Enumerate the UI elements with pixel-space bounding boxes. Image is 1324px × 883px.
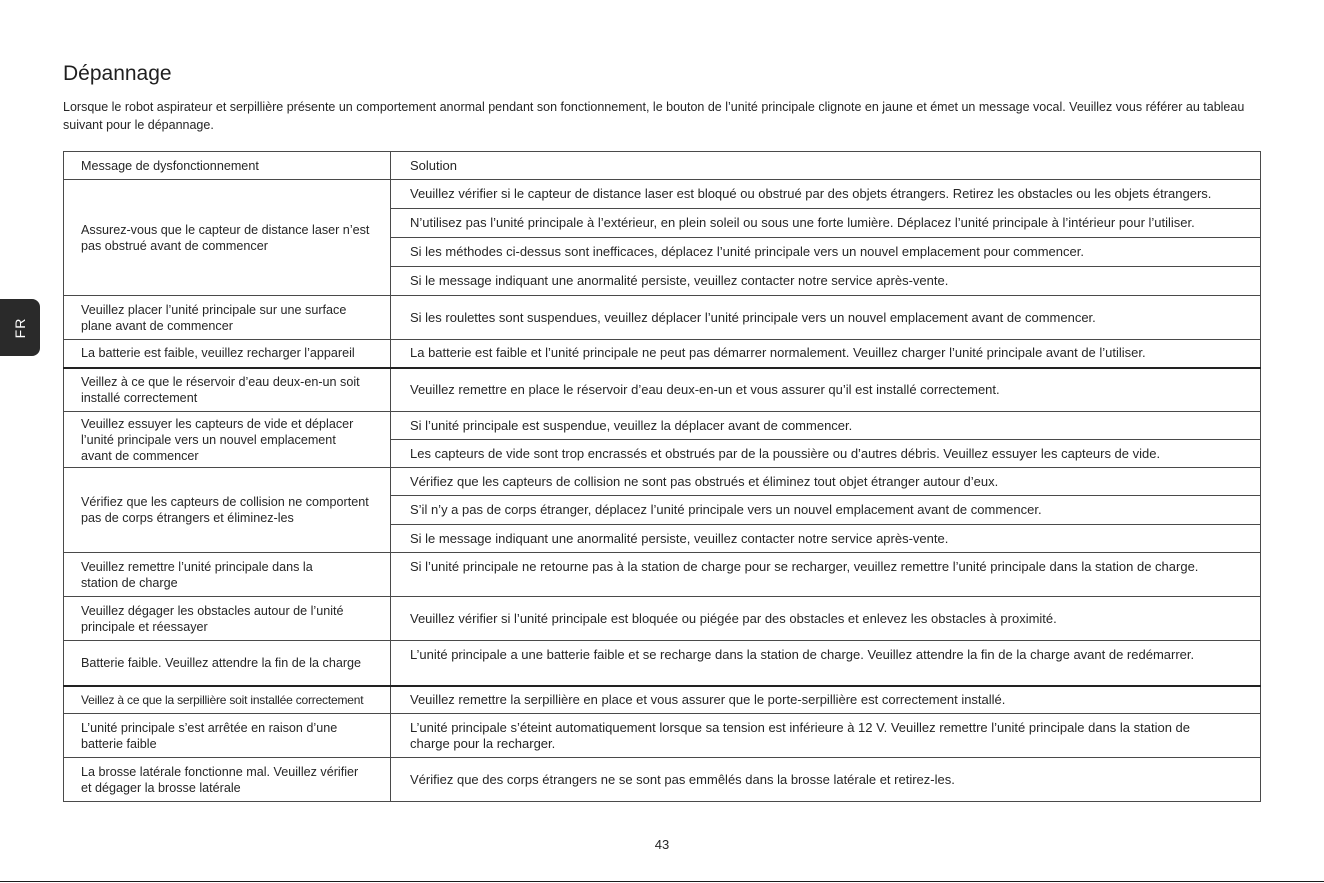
table-message-cell: La brosse latérale fonctionne mal. Veuillez vérifier et dégager la brosse latérale	[64, 758, 391, 802]
table-row	[64, 340, 1261, 368]
table-message-cell: Vérifiez que les capteurs de collision ne comportent pas de corps étrangers et éliminez-les	[64, 468, 391, 553]
table-message-cell: Batterie faible. Veuillez attendre la fin de la charge	[64, 641, 391, 686]
header-message: Message de dysfonctionnement	[64, 152, 391, 180]
table-message-cell: Veuillez essuyer les capteurs de vide et déplacer l’unité principale vers un nouvel emplacement avant de commencer	[64, 412, 391, 468]
table-solution-cell: Veuillez vérifier si l’unité principale est bloquée ou piégée par des obstacles et enlevez les obstacles à proximité.	[391, 597, 1261, 641]
table-header-row	[64, 152, 1261, 180]
table-row	[64, 714, 1261, 758]
table-solution-cell: Veuillez vérifier si le capteur de distance laser est bloqué ou obstrué par des objets étrangers. Retirez les obstacles ou les objets étrangers.	[391, 180, 1261, 209]
table-row	[64, 597, 1261, 641]
table-message-cell: L’unité principale s’est arrêtée en raison d’une batterie faible	[64, 714, 391, 758]
table-message-cell: Veillez à ce que la serpillière soit installée correctement	[64, 686, 391, 714]
table-solution-cell: L’unité principale a une batterie faible et se recharge dans la station de charge. Veuillez attendre la fin de la charge avant de redémarrer.	[391, 641, 1261, 686]
table-message-cell: Assurez-vous que le capteur de distance laser n’est pas obstrué avant de commencer	[64, 180, 391, 296]
table-row	[64, 412, 1261, 440]
language-tab-label: FR	[12, 317, 28, 338]
language-tab	[0, 299, 40, 356]
table-solution-cell: N’utilisez pas l’unité principale à l’extérieur, en plein soleil ou sous une forte lumière. Déplacez l’unité principale à l’intérieur pour l’utiliser.	[391, 209, 1261, 238]
table-solution-cell: Veuillez remettre en place le réservoir d’eau deux-en-un et vous assurer qu’il est installé correctement.	[391, 368, 1261, 412]
bottom-divider	[0, 881, 1324, 882]
table-solution-cell: Les capteurs de vide sont trop encrassés et obstrués par de la poussière ou d’autres débris. Veuillez essuyer les capteurs de vide.	[391, 440, 1261, 468]
troubleshooting-table	[63, 151, 1261, 802]
table-solution-cell: Si l’unité principale ne retourne pas à la station de charge pour se recharger, veuillez remettre l’unité principale dans la station de charge.	[391, 553, 1261, 597]
table-row	[64, 180, 1261, 209]
table-solution-cell: Si les roulettes sont suspendues, veuillez déplacer l’unité principale vers un nouvel emplacement avant de commencer.	[391, 296, 1261, 340]
table-row	[64, 468, 1261, 496]
table-solution-cell: Veuillez remettre la serpillière en place et vous assurer que le porte-serpillière est correctement installé.	[391, 686, 1261, 714]
table-message-cell: Veuillez dégager les obstacles autour de l’unité principale et réessayer	[64, 597, 391, 641]
table-message-cell: Veillez à ce que le réservoir d’eau deux-en-un soit installé correctement	[64, 368, 391, 412]
table-message-cell: Veuillez placer l’unité principale sur une surface plane avant de commencer	[64, 296, 391, 340]
table-solution-cell: Si le message indiquant une anormalité persiste, veuillez contacter notre service après-vente.	[391, 267, 1261, 296]
table-solution-cell: L’unité principale s’éteint automatiquement lorsque sa tension est inférieure à 12 V. Veuillez remettre l’unité principale dans la station de charge pour la recharger.	[391, 714, 1261, 758]
table-row	[64, 296, 1261, 340]
table-solution-cell: Si l’unité principale est suspendue, veuillez la déplacer avant de commencer.	[391, 412, 1261, 440]
table-row	[64, 686, 1261, 714]
table-message-cell: La batterie est faible, veuillez recharger l’appareil	[64, 340, 391, 368]
table-row	[64, 641, 1261, 686]
table-solution-cell: Vérifiez que les capteurs de collision ne sont pas obstrués et éliminez tout objet étranger autour d’eux.	[391, 468, 1261, 496]
table-row	[64, 368, 1261, 412]
table-solution-cell: La batterie est faible et l’unité principale ne peut pas démarrer normalement. Veuillez charger l’unité principale avant de l’utiliser.	[391, 340, 1261, 368]
table-solution-cell: Si les méthodes ci-dessus sont inefficaces, déplacez l’unité principale vers un nouvel emplacement pour commencer.	[391, 238, 1261, 267]
intro-paragraph: Lorsque le robot aspirateur et serpillière présente un comportement anormal pendant son fonctionnement, le bouton de l’unité principale clignote en jaune et émet un message vocal. Veuillez vous référer au tableau suivant pour le dépannage.	[63, 100, 1245, 132]
page-title: Dépannage	[63, 62, 172, 85]
table-row	[64, 553, 1261, 597]
table-row	[64, 758, 1261, 802]
table-solution-cell: Si le message indiquant une anormalité persiste, veuillez contacter notre service après-vente.	[391, 525, 1261, 553]
table-solution-cell: S’il n’y a pas de corps étranger, déplacez l’unité principale vers un nouvel emplacement avant de commencer.	[391, 496, 1261, 525]
table-solution-cell: Vérifiez que des corps étrangers ne se sont pas emmêlés dans la brosse latérale et retirez-les.	[391, 758, 1261, 802]
table-message-cell: Veuillez remettre l’unité principale dans la station de charge	[64, 553, 391, 597]
header-solution: Solution	[391, 152, 1261, 180]
page-number: 43	[654, 837, 670, 852]
